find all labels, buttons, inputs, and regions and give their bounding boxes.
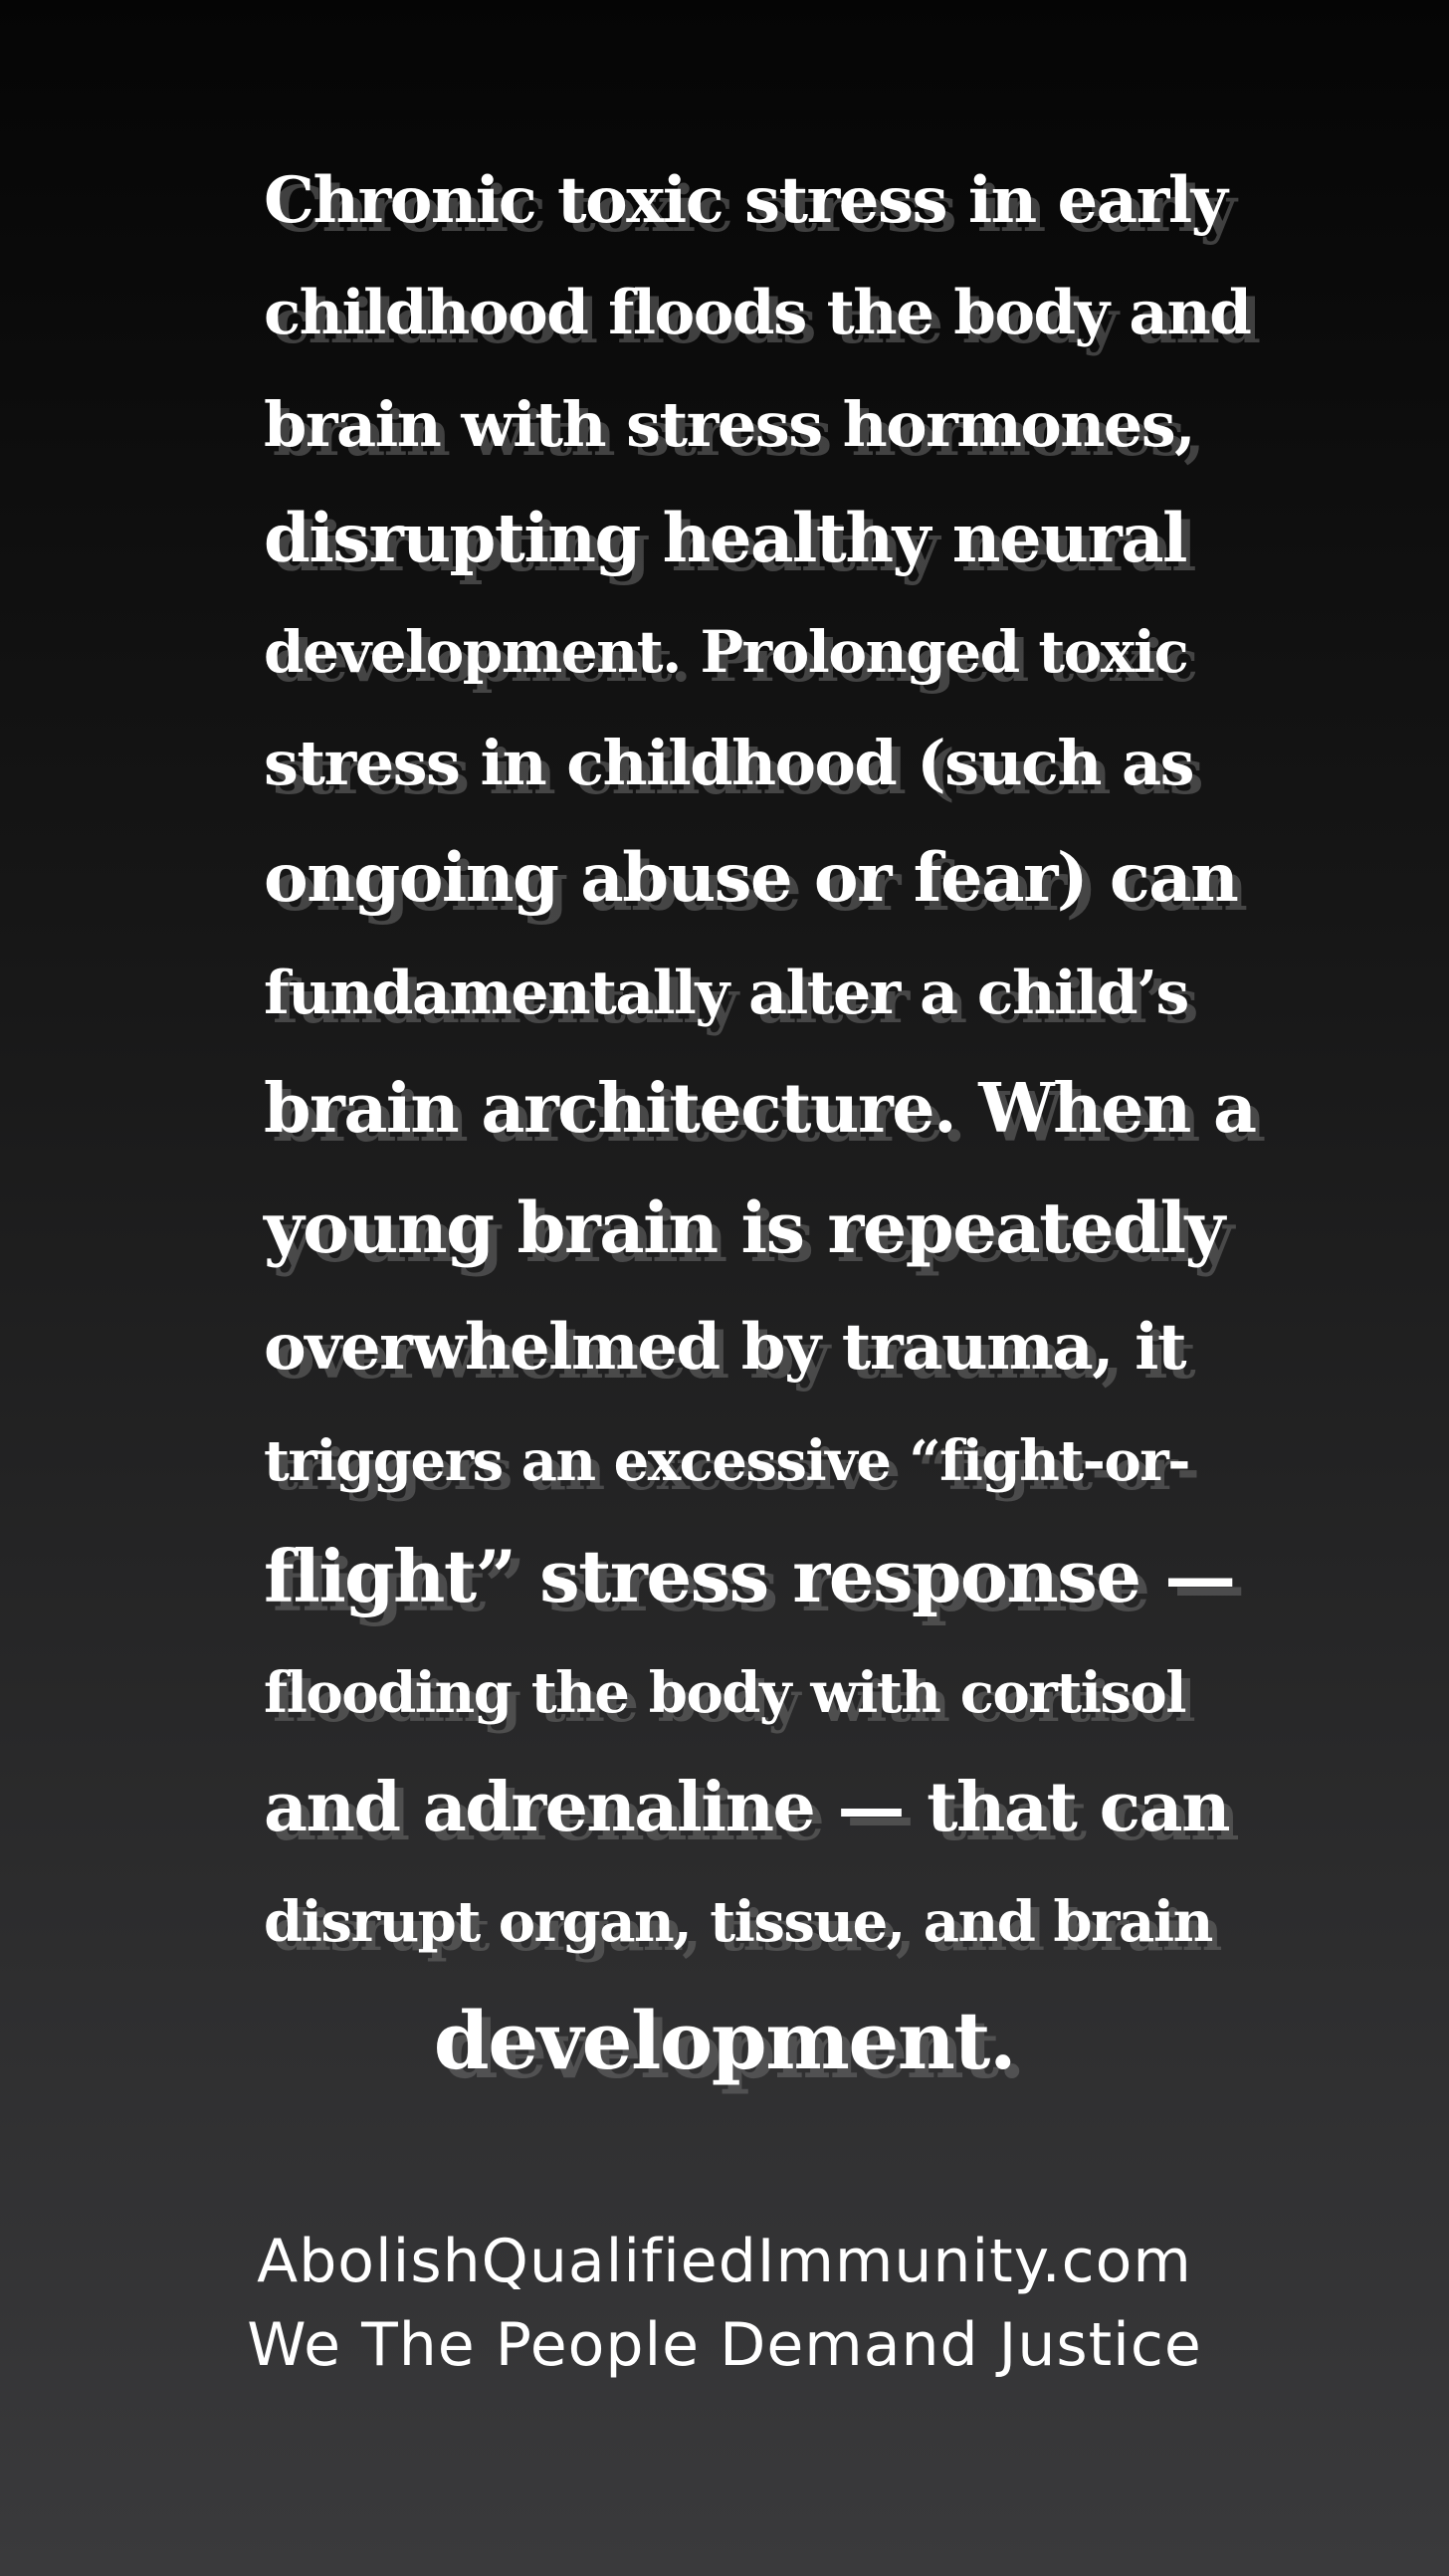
- footer-tagline: We The People Demand Justice: [247, 2310, 1202, 2380]
- quote-line: flooding the body with cortisol: [264, 1660, 1185, 1726]
- quote-line: ongoing abuse or fear) can: [264, 838, 1238, 917]
- quote-block: [264, 144, 1256, 2103]
- quote-line: development.: [433, 1994, 1016, 2087]
- quote-line: overwhelmed by trauma, it: [264, 1310, 1185, 1385]
- quote-line: young brain is repeatedly: [264, 1186, 1224, 1269]
- quote-line: fundamentally alter a child’s: [264, 959, 1188, 1028]
- quote-line: disrupt organ, tissue, and brain: [264, 1889, 1212, 1955]
- quote-line: childhood floods the body and: [264, 278, 1251, 348]
- quote-line: stress in childhood (such as: [264, 727, 1194, 799]
- quote-line: and adrenaline — that can: [264, 1768, 1230, 1847]
- quote-line: Chronic toxic stress in early: [264, 163, 1227, 238]
- quote-line: flight” stress response —: [264, 1534, 1235, 1618]
- quote-line: development. Prolonged toxic: [264, 618, 1188, 686]
- quote-line: triggers an excessive “fight-or-: [264, 1428, 1189, 1494]
- quote-line: brain architecture. When a: [264, 1069, 1256, 1149]
- quote-line: brain with stress hormones,: [264, 388, 1195, 461]
- quote-line: disrupting healthy neural: [264, 499, 1187, 577]
- footer-website: AbolishQualifiedImmunity.com: [257, 2227, 1192, 2296]
